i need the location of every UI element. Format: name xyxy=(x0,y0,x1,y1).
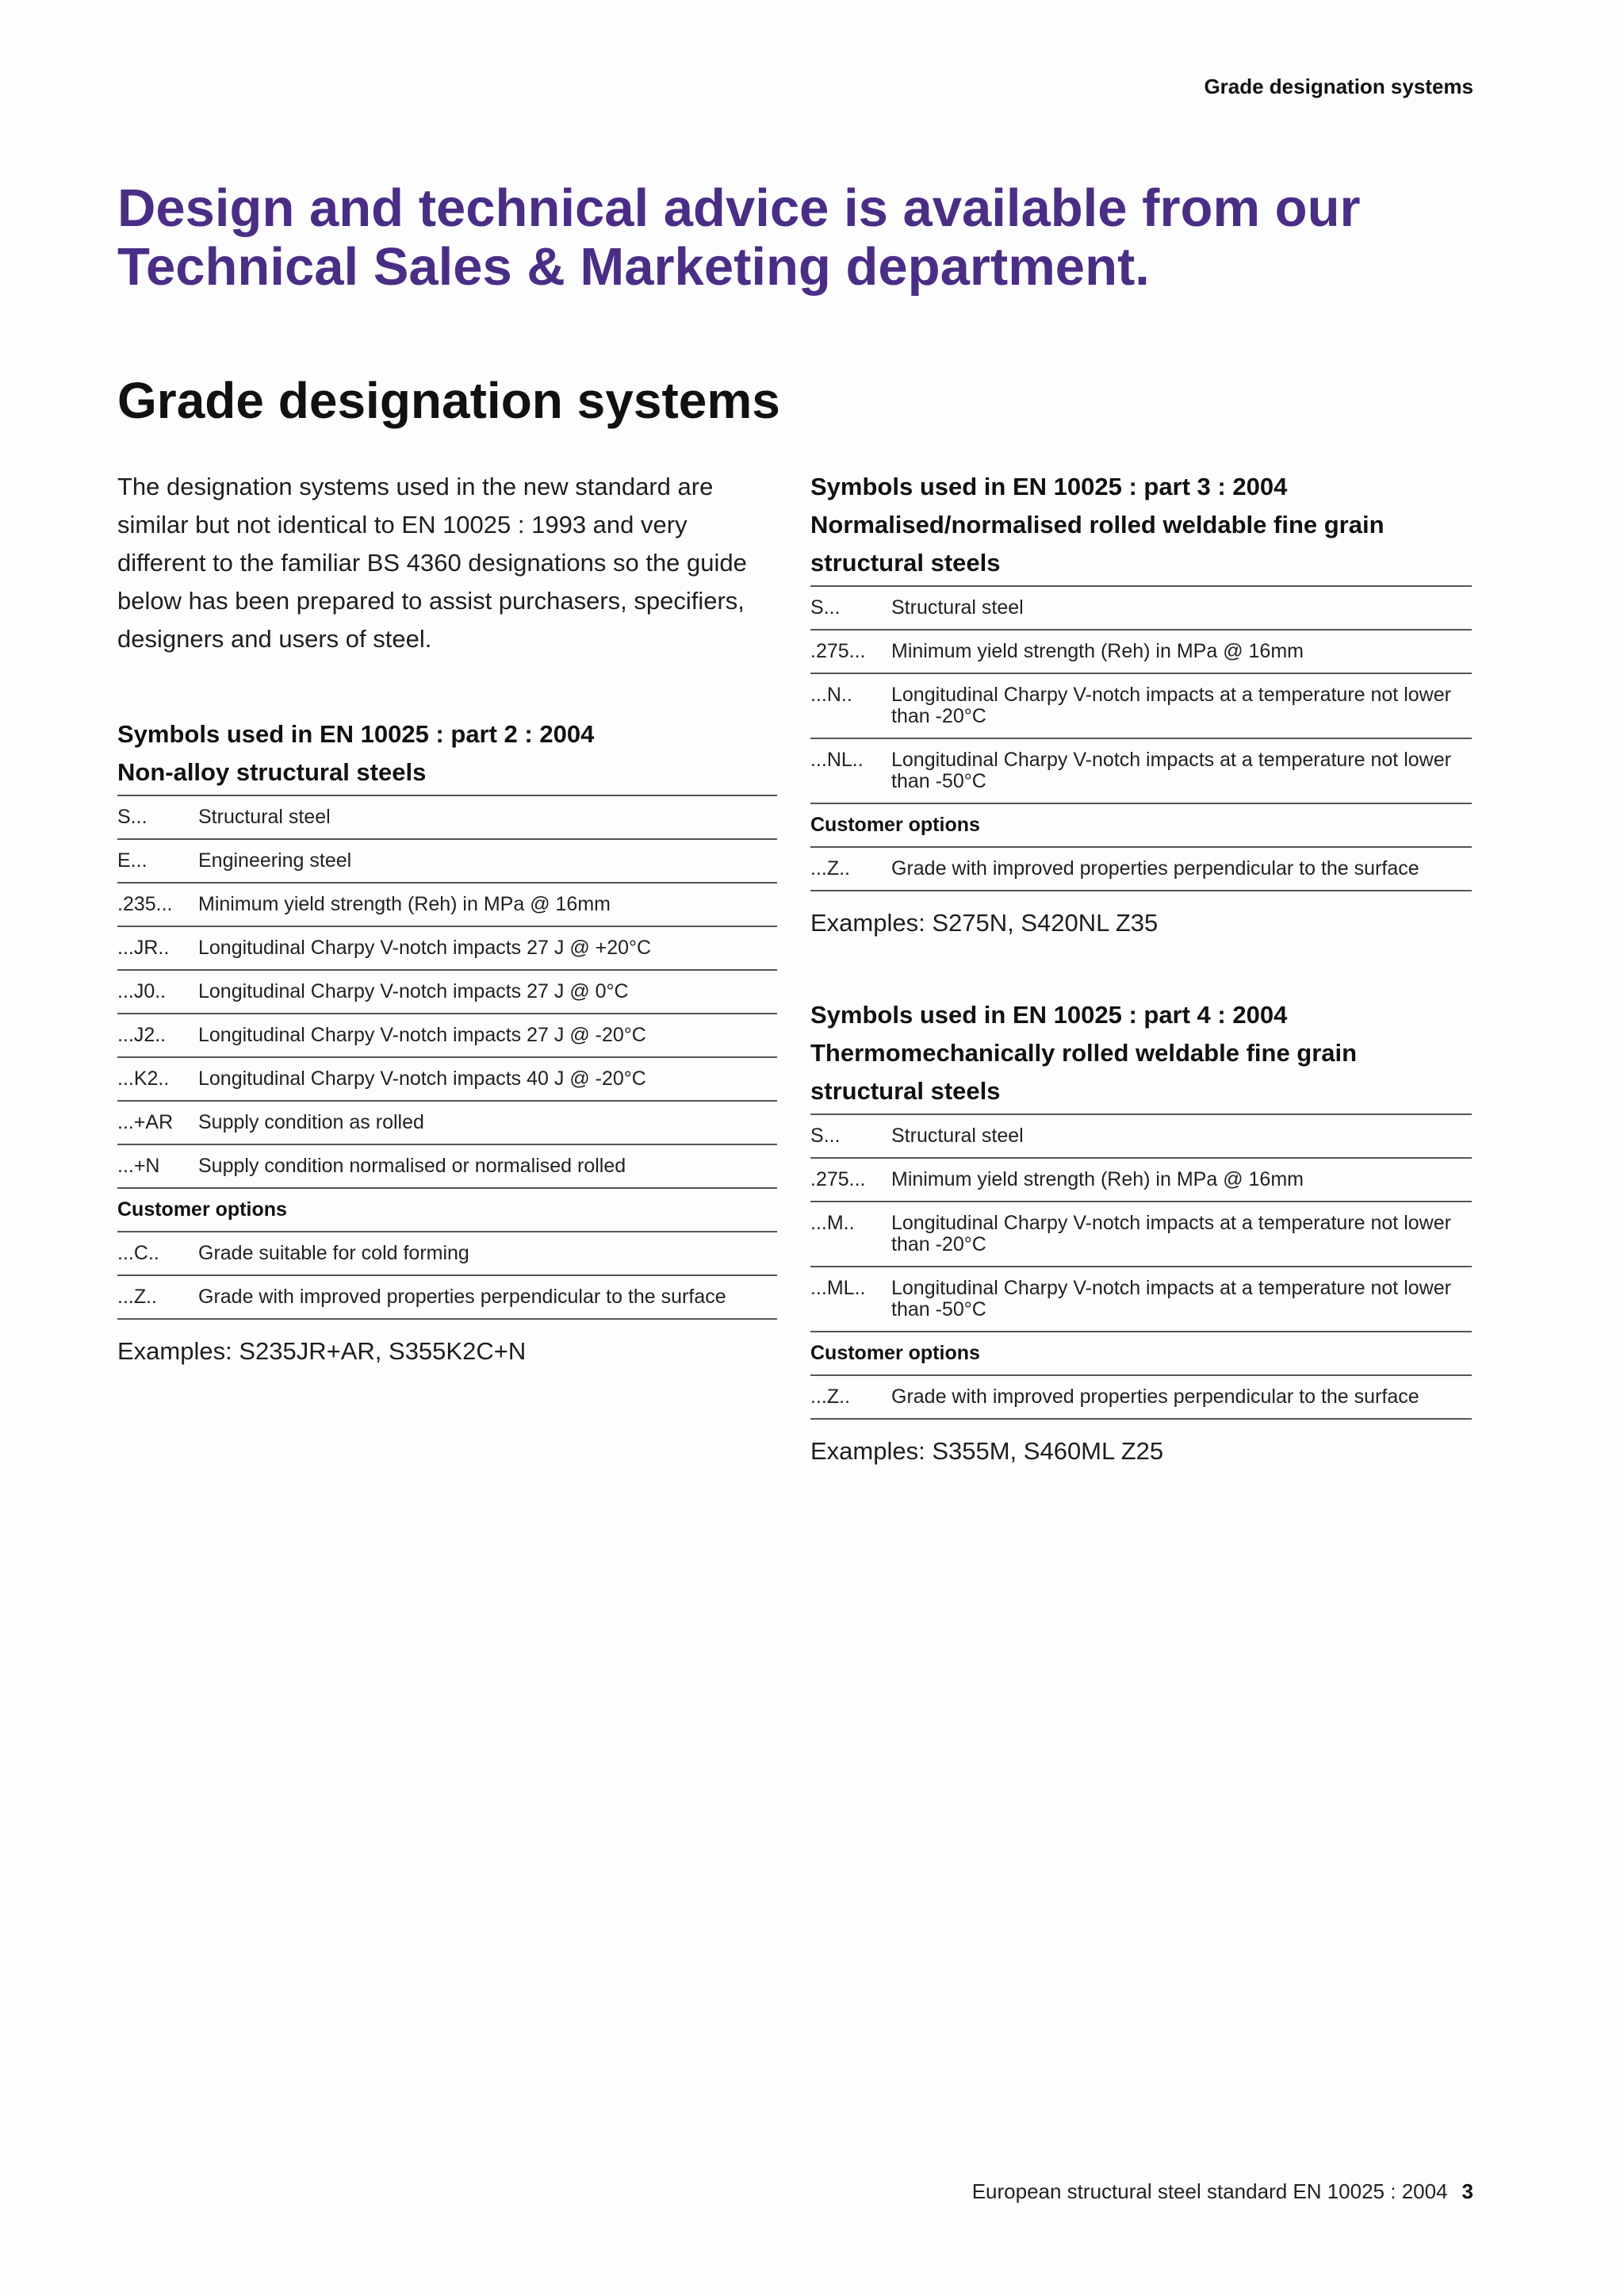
symbol-description: Longitudinal Charpy V-notch impacts 40 J @ -20°C xyxy=(198,1068,646,1090)
symbol-description: Engineering steel xyxy=(198,849,352,872)
part3-title-line1: Symbols used in EN 10025 : part 3 : 2004 xyxy=(810,473,1288,500)
table-row xyxy=(117,840,777,884)
symbol-code: ...Z.. xyxy=(117,1286,157,1308)
customer-options-label: Customer options xyxy=(810,1342,980,1364)
customer-options-label: Customer options xyxy=(810,814,980,836)
part2-examples: Examples: S235JR+AR, S355K2C+N xyxy=(117,1337,527,1365)
symbol-description: Longitudinal Charpy V-notch impacts 27 J @ -20°C xyxy=(198,1024,646,1046)
symbol-description: Structural steel xyxy=(198,806,331,828)
part4-title-line2: Thermomechanically rolled weldable fine grain structural steels xyxy=(810,1039,1358,1105)
headline: Design and technical advice is available from our Technical Sales & Marketing department. xyxy=(117,178,1361,297)
part3-title-line2: Normalised/normalised rolled weldable fine grain structural steels xyxy=(810,511,1385,577)
symbol-description: Longitudinal Charpy V-notch impacts at a temperature not lower than -50°C xyxy=(891,749,1451,792)
symbol-code: ...M.. xyxy=(810,1212,855,1234)
symbol-description: Grade suitable for cold forming xyxy=(198,1242,469,1264)
symbol-description: Supply condition normalised or normalised rolled xyxy=(198,1155,626,1177)
symbol-description: Minimum yield strength (Reh) in MPa @ 16mm xyxy=(891,640,1304,662)
symbol-description: Longitudinal Charpy V-notch impacts at a temperature not lower than -20°C xyxy=(891,684,1451,727)
symbol-description: Longitudinal Charpy V-notch impacts 27 J @ 0°C xyxy=(198,980,629,1002)
symbol-description: Structural steel xyxy=(891,1125,1024,1147)
symbol-code: ...K2.. xyxy=(117,1068,170,1090)
part3-symbol-table xyxy=(810,585,1472,891)
symbol-code: ...ML.. xyxy=(810,1277,866,1299)
symbol-description: Longitudinal Charpy V-notch impacts at a temperature not lower than -50°C xyxy=(891,1277,1451,1320)
symbol-description: Minimum yield strength (Reh) in MPa @ 16mm xyxy=(891,1168,1304,1190)
symbol-code: .275... xyxy=(810,1168,866,1190)
symbol-code: ...C.. xyxy=(117,1242,159,1264)
footer-text: European structural steel standard EN 10025 : 2004 xyxy=(971,2179,1448,2203)
symbol-description: Minimum yield strength (Reh) in MPa @ 16mm xyxy=(198,893,611,915)
symbol-code: ...+AR xyxy=(117,1111,174,1133)
symbol-code: ...NL.. xyxy=(810,749,864,771)
symbol-code: E... xyxy=(117,849,147,872)
part2-symbol-table xyxy=(117,795,777,1320)
part3-title xyxy=(810,468,1472,582)
page-footer xyxy=(972,2179,1473,2204)
symbol-code: ...Z.. xyxy=(810,857,850,880)
symbol-description: Supply condition as rolled xyxy=(198,1111,424,1133)
table-row xyxy=(117,971,777,1014)
part2-title-line1: Symbols used in EN 10025 : part 2 : 2004 xyxy=(117,720,595,748)
table-row xyxy=(810,587,1472,631)
part4-title-line1: Symbols used in EN 10025 : part 4 : 2004 xyxy=(810,1001,1288,1029)
part2-title-line2: Non-alloy structural steels xyxy=(117,758,427,786)
table-row xyxy=(810,1159,1472,1202)
part3-examples: Examples: S275N, S420NL Z35 xyxy=(810,909,1159,937)
part2-title xyxy=(117,715,777,792)
page-number: 3 xyxy=(1461,2179,1473,2203)
table-row xyxy=(117,1276,777,1320)
table-row xyxy=(810,848,1472,891)
section-title: Grade designation systems xyxy=(117,372,780,429)
symbol-code: ...J2.. xyxy=(117,1024,167,1046)
part4-symbol-table xyxy=(810,1114,1472,1420)
symbol-description: Longitudinal Charpy V-notch impacts at a temperature not lower than -20°C xyxy=(891,1212,1451,1255)
part4-block xyxy=(810,996,1472,1467)
symbol-code: S... xyxy=(810,596,841,619)
table-row xyxy=(810,1376,1472,1420)
symbol-description: Longitudinal Charpy V-notch impacts 27 J @ +20°C xyxy=(198,937,652,959)
part4-examples: Examples: S355M, S460ML Z25 xyxy=(810,1437,1164,1465)
part2-block xyxy=(117,715,777,1367)
customer-options-heading xyxy=(810,804,1472,848)
customer-options-heading xyxy=(117,1189,777,1232)
table-row xyxy=(810,674,1472,739)
right-column xyxy=(810,468,1472,1467)
symbol-description: Grade with improved properties perpendicular to the surface xyxy=(198,1286,726,1308)
table-row xyxy=(117,796,777,840)
symbol-code: S... xyxy=(117,806,147,828)
part4-title xyxy=(810,996,1472,1110)
block-spacer xyxy=(810,939,1472,996)
table-row xyxy=(810,1267,1472,1332)
table-row xyxy=(117,927,777,971)
running-head: Grade designation systems xyxy=(1204,75,1473,98)
symbol-code: ...JR.. xyxy=(117,937,170,959)
table-row xyxy=(117,1145,777,1189)
table-row xyxy=(810,1115,1472,1159)
symbol-code: ...N.. xyxy=(810,684,852,706)
table-row xyxy=(117,1102,777,1145)
part3-block xyxy=(810,468,1472,939)
table-row xyxy=(117,1058,777,1102)
intro-paragraph: The designation systems used in the new standard are similar but not identical to EN 10025 : 1993 and very different to the familiar BS 4360 designations so the guide below has been prepared to assist purchasers, specifiers, designers and users of steel. xyxy=(117,473,747,653)
table-row xyxy=(810,1202,1472,1267)
symbol-code: S... xyxy=(810,1125,841,1147)
table-row xyxy=(117,1232,777,1276)
symbol-code: ...Z.. xyxy=(810,1386,850,1408)
left-column xyxy=(117,468,777,1367)
table-row xyxy=(117,884,777,927)
table-row xyxy=(810,631,1472,674)
customer-options-heading xyxy=(810,1332,1472,1376)
symbol-description: Grade with improved properties perpendicular to the surface xyxy=(891,1386,1419,1408)
symbol-code: .235... xyxy=(117,893,173,915)
symbol-code: .275... xyxy=(810,640,866,662)
symbol-code: ...+N xyxy=(117,1155,160,1177)
table-row xyxy=(810,739,1472,804)
customer-options-label: Customer options xyxy=(117,1198,287,1221)
symbol-code: ...J0.. xyxy=(117,980,167,1002)
table-row xyxy=(117,1014,777,1058)
symbol-description: Structural steel xyxy=(891,596,1024,619)
symbol-description: Grade with improved properties perpendicular to the surface xyxy=(891,857,1419,880)
